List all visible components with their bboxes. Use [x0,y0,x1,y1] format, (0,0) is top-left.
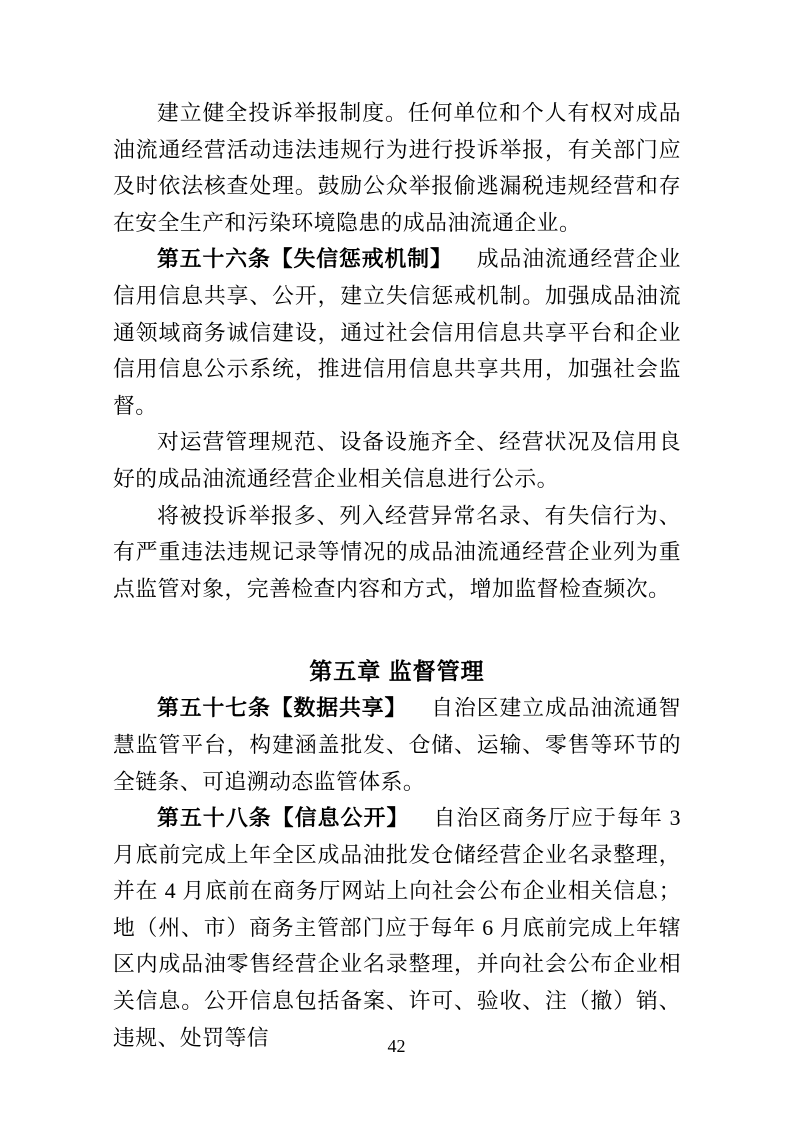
paragraph-article-56 [113,241,681,424]
paragraph-public-notice [113,424,681,497]
paragraph-text: 自治区建立成品油流通智慧监管平台，构建涵盖批发、仓储、运输、零售等环节的全链条、可追溯动态监管体系。 [113,696,681,794]
paragraph-key-supervision [113,498,681,608]
page-content [113,95,681,1056]
paragraph-text: 成品油流通经营企业信用信息共享、公开，建立失信惩戒机制。加强成品油流通领域商务诚信建设，通过社会信用信息共享平台和企业信用信息公示系统，推进信用信息共享共用，加强社会监督。 [113,247,681,418]
page-number: 42 [387,1036,406,1056]
chapter-heading: 第五章 监督管理 [309,658,485,685]
paragraph-article-57 [113,690,681,800]
article-58-label: 第五十八条【信息公开】 [157,806,410,831]
article-57-label: 第五十七条【数据共享】 [157,696,408,721]
paragraph-complaint-system [113,95,681,241]
paragraph-article-58 [113,800,681,1056]
paragraph-text: 建立健全投诉举报制度。任何单位和个人有权对成品油流通经营活动违法违规行为进行投诉举报，有关部门应及时依法核查处理。鼓励公众举报偷逃漏税违规经营和存在安全生产和污染环境隐患的成品油流通企业。 [113,101,681,235]
paragraph-text: 自治区商务厅应于每年 3 月底前完成上年全区成品油批发仓储经营企业名录整理，并在 4 月底前在商务厅网站上向社会公布企业相关信息；地（州、市）商务主管部门应于每年 6 月底前完成上年辖区内成品油零售经营企业名录整理，并向社会公布企业相关信息。公开信息包括备案、许可、验收、注（撤）销、违规、处罚等信 [113,806,681,1050]
article-56-label: 第五十六条【失信惩戒机制】 [157,247,453,272]
paragraph-text: 将被投诉举报多、列入经营异常名录、有失信行为、有严重违法违规记录等情况的成品油流通经营企业列为重点监管对象，完善检查内容和方式，增加监督检查频次。 [113,503,681,601]
paragraph-text: 对运营管理规范、设备设施齐全、经营状况及信用良好的成品油流通经营企业相关信息进行公示。 [113,430,681,491]
